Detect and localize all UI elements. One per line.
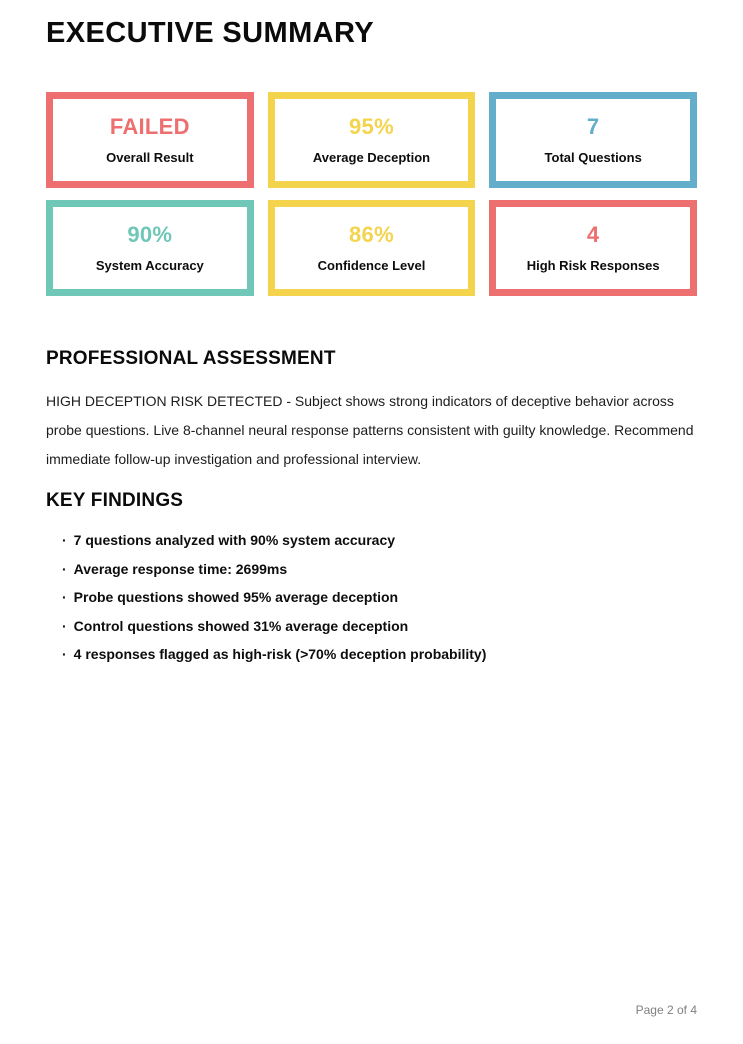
key-finding-text: Probe questions showed 95% average deception	[73, 589, 399, 605]
key-finding-item	[62, 646, 697, 663]
metric-card-high-risk-responses	[489, 200, 697, 296]
metric-label: Confidence Level	[317, 258, 426, 273]
key-finding-item	[62, 589, 697, 606]
metric-value: 7	[586, 114, 600, 139]
bullet-dot: ·	[62, 560, 67, 577]
metric-cards-grid	[46, 92, 697, 296]
metric-label: System Accuracy	[95, 258, 204, 273]
metric-card-system-accuracy	[46, 200, 254, 296]
key-findings-list	[46, 532, 697, 663]
metric-card-confidence-level	[268, 200, 476, 296]
key-finding-text: 7 questions analyzed with 90% system accuracy	[73, 532, 396, 548]
bullet-dot: ·	[62, 532, 67, 548]
section-heading-professional-assessment: PROFESSIONAL ASSESSMENT	[46, 348, 336, 369]
key-finding-item	[62, 618, 697, 635]
key-finding-text: Average response time: 2699ms	[73, 560, 288, 577]
metric-value: 95%	[349, 114, 394, 139]
assessment-body-text: HIGH DECEPTION RISK DETECTED - Subject shows strong indicators of deceptive behavior across probe questions. Live 8-channel neural response patterns consistent with guilty knowledge. Recommend immediate follow-up investigation and professional interview.	[46, 393, 694, 467]
metric-value: FAILED	[109, 114, 190, 139]
key-findings-section	[46, 489, 697, 663]
metric-label: High Risk Responses	[526, 258, 660, 273]
page-title: EXECUTIVE SUMMARY	[46, 17, 374, 49]
metric-value: 90%	[127, 222, 173, 247]
bullet-dot: ·	[62, 589, 67, 605]
key-finding-item	[62, 532, 697, 549]
metric-label: Overall Result	[106, 150, 194, 165]
page-number: Page 2 of 4	[635, 1003, 697, 1017]
metric-card-average-deception	[268, 92, 476, 188]
key-finding-text: 4 responses flagged as high-risk (>70% deception probability)	[73, 646, 487, 662]
bullet-dot: ·	[62, 646, 67, 662]
metric-label: Average Deception	[312, 150, 431, 165]
key-finding-text: Control questions showed 31% average deception	[73, 617, 409, 634]
metric-card-total-questions	[489, 92, 697, 188]
key-finding-item	[62, 561, 697, 578]
professional-assessment-section	[46, 347, 697, 474]
metric-card-overall-result	[46, 92, 254, 188]
bullet-dot: ·	[62, 617, 67, 634]
metric-value: 86%	[349, 222, 394, 247]
metric-label: Total Questions	[544, 150, 642, 165]
section-heading-key-findings: KEY FINDINGS	[46, 490, 184, 511]
metric-value: 4	[586, 222, 600, 247]
